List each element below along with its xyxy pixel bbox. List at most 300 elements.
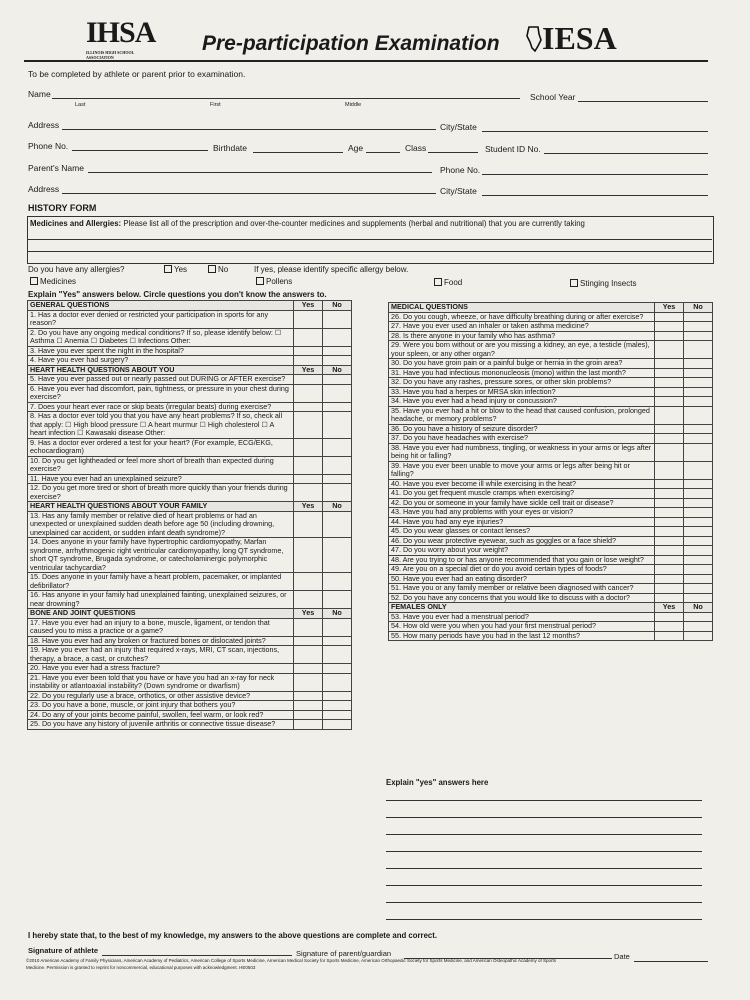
copyright-footer: ©2010 American Academy of Family Physicians, American Academy of Pediatrics, American College of Sports Medicine, American Medical Society for Sports Medicine, American Orthopaedic Society for Sports Medicine, and American Osteopathic Academy of Sports (26, 958, 557, 963)
parent-address-field[interactable] (62, 193, 436, 194)
no-answer-cell[interactable] (684, 593, 713, 603)
yes-answer-cell[interactable] (294, 664, 323, 674)
page-title: Pre-participation Examination (202, 32, 500, 55)
ihsa-logo-text: IHSA (86, 16, 156, 49)
question-row (389, 517, 713, 527)
question-text: 39. Have you ever been unable to move your arms or legs after being hit or falling? (389, 461, 655, 479)
yes-answer-cell[interactable] (655, 424, 684, 434)
no-answer-cell[interactable] (684, 424, 713, 434)
middle-name-caption: Middle (345, 102, 362, 108)
first-name-caption: First (210, 102, 221, 108)
yes-answer-cell[interactable] (294, 618, 323, 636)
parents-name-label: Parent's Name (28, 163, 84, 173)
yes-answer-cell[interactable] (294, 484, 323, 502)
yes-answer-cell[interactable] (294, 310, 323, 328)
question-text: 28. Is there anyone in your family who has asthma? (389, 331, 655, 341)
athlete-signature-field[interactable] (102, 955, 292, 956)
no-answer-cell[interactable] (684, 508, 713, 518)
question-text: 36. Do you have a history of seizure disorder? (389, 424, 655, 434)
city-state-field[interactable] (482, 131, 708, 132)
yes-answer-cell[interactable] (655, 489, 684, 499)
age-label: Age (348, 143, 364, 153)
section-header (28, 365, 352, 375)
yes-answer-cell[interactable] (655, 555, 684, 565)
yes-answer-cell[interactable] (655, 593, 684, 603)
no-answer-cell[interactable] (684, 584, 713, 594)
question-row (28, 356, 352, 366)
no-answer-cell[interactable] (684, 555, 713, 565)
section-title: HEART HEALTH QUESTIONS ABOUT YOU (28, 365, 294, 375)
phone-label: Phone No. (28, 141, 69, 151)
allergies-question: Do you have any allergies? (28, 265, 125, 274)
yes-answer-cell[interactable] (294, 720, 323, 730)
allergies-identify-text: If yes, please identify specific allergy below. (254, 265, 409, 274)
checkbox[interactable] (30, 277, 38, 285)
explain-line[interactable] (386, 919, 702, 920)
student-id-field[interactable] (544, 153, 708, 154)
question-row (389, 612, 713, 622)
birthdate-field[interactable] (253, 152, 343, 153)
no-column-header: No (684, 603, 713, 613)
yes-answer-cell[interactable] (655, 527, 684, 537)
no-answer-cell[interactable] (323, 346, 352, 356)
question-text: 16. Has anyone in your family had unexplained fainting, unexplained seizures, or near drowning? (28, 591, 294, 609)
question-text: 44. Have you had any eye injuries? (389, 517, 655, 527)
yes-answer-cell[interactable] (655, 331, 684, 341)
question-row (389, 406, 713, 424)
question-row (389, 461, 713, 479)
no-answer-cell[interactable] (323, 720, 352, 730)
yes-answer-cell[interactable] (294, 474, 323, 484)
no-answer-cell[interactable] (684, 387, 713, 397)
no-answer-cell[interactable] (684, 397, 713, 407)
explain-line[interactable] (386, 800, 702, 801)
question-text: 6. Have you ever had discomfort, pain, tightness, or pressure in your chest during exercise? (28, 384, 294, 402)
no-answer-cell[interactable] (323, 456, 352, 474)
question-text: 32. Do you have any rashes, pressure sores, or other skin problems? (389, 378, 655, 388)
explain-line[interactable] (386, 851, 702, 852)
yes-answer-cell[interactable] (294, 691, 323, 701)
question-text: 23. Do you have a bone, muscle, or joint injury that bothers you? (28, 701, 294, 711)
no-answer-cell[interactable] (684, 517, 713, 527)
no-answer-cell[interactable] (684, 565, 713, 575)
question-text: 12. Do you get more tired or short of breath more quickly than your friends during exercise? (28, 484, 294, 502)
allergy-insects-option[interactable] (570, 279, 636, 288)
question-row (28, 511, 352, 538)
no-answer-cell[interactable] (323, 646, 352, 664)
illinois-state-icon (526, 26, 542, 52)
yes-answer-cell[interactable] (655, 631, 684, 641)
question-text: 47. Do you worry about your weight? (389, 546, 655, 556)
question-text: 22. Do you regularly use a brace, orthotics, or other assistive device? (28, 691, 294, 701)
question-row (28, 720, 352, 730)
yes-answer-cell[interactable] (655, 443, 684, 461)
school-year-label: School Year (530, 92, 576, 102)
yes-answer-cell[interactable] (655, 378, 684, 388)
no-answer-cell[interactable] (684, 443, 713, 461)
date-label: Date (614, 952, 630, 961)
yes-answer-cell[interactable] (655, 546, 684, 556)
yes-answer-cell[interactable] (655, 536, 684, 546)
allergy-insects-label: Stinging Insects (580, 279, 637, 288)
parent-city-state-field[interactable] (482, 195, 708, 196)
medicines-instructions: Please list all of the prescription and over-the-counter medicines and supplements (herbal and nutritional) that you are currently taking (123, 219, 585, 228)
section-title: MEDICAL QUESTIONS (389, 303, 655, 313)
age-field[interactable] (366, 152, 400, 153)
yes-answer-cell[interactable] (655, 584, 684, 594)
parent-phone-label: Phone No. (440, 165, 481, 175)
address-field[interactable] (62, 129, 436, 130)
allergies-yes-option[interactable] (164, 265, 187, 274)
explain-line[interactable] (386, 834, 702, 835)
yes-answer-cell[interactable] (294, 402, 323, 412)
no-answer-cell[interactable] (684, 378, 713, 388)
question-row (28, 673, 352, 691)
question-row (389, 443, 713, 461)
question-row (389, 387, 713, 397)
no-answer-cell[interactable] (323, 356, 352, 366)
no-answer-cell[interactable] (684, 359, 713, 369)
no-answer-cell[interactable] (323, 438, 352, 456)
question-row (389, 565, 713, 575)
question-row (389, 359, 713, 369)
school-year-field[interactable] (578, 101, 708, 102)
question-row (28, 412, 352, 439)
yes-answer-cell[interactable] (294, 636, 323, 646)
yes-answer-cell[interactable] (655, 368, 684, 378)
yes-answer-cell[interactable] (294, 701, 323, 711)
question-row (28, 474, 352, 484)
allergy-medicines-option[interactable] (30, 277, 76, 286)
question-row (389, 536, 713, 546)
question-row (389, 397, 713, 407)
no-answer-cell[interactable] (684, 622, 713, 632)
name-field[interactable] (52, 98, 520, 99)
question-text: 38. Have you ever had numbness, tingling, or weakness in your arms or legs after being hit or falling? (389, 443, 655, 461)
ihsa-logo (86, 16, 156, 60)
question-row (389, 322, 713, 332)
yes-answer-cell[interactable] (294, 346, 323, 356)
question-row (389, 368, 713, 378)
question-row (28, 402, 352, 412)
yes-answer-cell[interactable] (655, 574, 684, 584)
question-row (389, 341, 713, 359)
no-answer-cell[interactable] (684, 461, 713, 479)
no-answer-cell[interactable] (684, 631, 713, 641)
parents-name-field[interactable] (88, 172, 432, 173)
last-name-caption: Last (75, 102, 86, 108)
no-answer-cell[interactable] (323, 538, 352, 573)
checkbox[interactable] (570, 279, 578, 287)
question-row (28, 328, 352, 346)
question-row (389, 424, 713, 434)
question-row (389, 584, 713, 594)
yes-answer-cell[interactable] (294, 538, 323, 573)
question-text: 52. Do you have any concerns that you would like to discuss with a doctor? (389, 593, 655, 603)
no-answer-cell[interactable] (323, 636, 352, 646)
allergies-no-option[interactable] (208, 265, 228, 274)
no-answer-cell[interactable] (323, 618, 352, 636)
question-text: 49. Are you on a special diet or do you avoid certain types of foods? (389, 565, 655, 575)
question-row (28, 636, 352, 646)
question-text: 20. Have you ever had a stress fracture? (28, 664, 294, 674)
question-row (389, 593, 713, 603)
no-answer-cell[interactable] (684, 406, 713, 424)
question-text: 13. Has any family member or relative died of heart problems or had an unexpected or unexplained sudden death before age 50 (including drowning, unexplained car accident, or sudden infant death syndrome)? (28, 511, 294, 538)
question-text: 5. Have you ever passed out or nearly passed out DURING or AFTER exercise? (28, 375, 294, 385)
allergy-pollens-label: Pollens (266, 277, 293, 286)
yes-column-header: Yes (294, 609, 323, 619)
question-text: 45. Do you wear glasses or contact lenses? (389, 527, 655, 537)
question-row (389, 479, 713, 489)
question-text: 50. Have you ever had an eating disorder? (389, 574, 655, 584)
question-row (389, 498, 713, 508)
no-answer-cell[interactable] (684, 368, 713, 378)
no-answer-cell[interactable] (323, 511, 352, 538)
yes-column-header: Yes (294, 502, 323, 512)
question-text: 42. Do you or someone in your family have sickle cell trait or disease? (389, 498, 655, 508)
explain-line[interactable] (386, 817, 702, 818)
question-text: 11. Have you ever had an unexplained seizure? (28, 474, 294, 484)
parent-phone-field[interactable] (482, 174, 708, 175)
question-text: 33. Have you had a herpes or MRSA skin infection? (389, 387, 655, 397)
no-answer-cell[interactable] (684, 498, 713, 508)
no-answer-cell[interactable] (323, 664, 352, 674)
no-answer-cell[interactable] (684, 331, 713, 341)
no-column-header: No (684, 303, 713, 313)
no-answer-cell[interactable] (323, 402, 352, 412)
question-text: 25. Do you have any history of juvenile arthritis or connective tissue disease? (28, 720, 294, 730)
question-row (389, 546, 713, 556)
question-row (28, 310, 352, 328)
question-row (28, 346, 352, 356)
certification-statement: I hereby state that, to the best of my knowledge, my answers to the above questions are complete and correct. (28, 931, 438, 940)
question-text: 3. Have you ever spent the night in the hospital? (28, 346, 294, 356)
question-row (389, 555, 713, 565)
question-text: 4. Have you ever had surgery? (28, 356, 294, 366)
parent-city-state-label: City/State (440, 186, 477, 196)
question-row (28, 573, 352, 591)
yes-answer-cell[interactable] (294, 710, 323, 720)
athlete-signature-label: Signature of athlete (28, 946, 99, 955)
no-answer-cell[interactable] (684, 546, 713, 556)
yes-answer-cell[interactable] (294, 646, 323, 664)
no-answer-cell[interactable] (323, 474, 352, 484)
question-row (389, 434, 713, 444)
question-text: 35. Have you ever had a hit or blow to the head that caused confusion, prolonged headache, or memory problems? (389, 406, 655, 424)
question-row (28, 646, 352, 664)
yes-column-header: Yes (294, 365, 323, 375)
yes-column-header: Yes (294, 301, 323, 311)
iesa-logo-text: IESA (542, 20, 617, 56)
question-row (28, 664, 352, 674)
history-form-heading: HISTORY FORM (28, 203, 97, 213)
yes-answer-cell[interactable] (294, 591, 323, 609)
yes-answer-cell[interactable] (655, 461, 684, 479)
explain-yes-heading: Explain "yes" answers here (386, 778, 489, 787)
no-answer-cell[interactable] (684, 612, 713, 622)
explain-line[interactable] (386, 885, 702, 886)
question-row (389, 574, 713, 584)
no-column-header: No (323, 301, 352, 311)
no-answer-cell[interactable] (323, 375, 352, 385)
question-row (28, 701, 352, 711)
left-question-table (27, 300, 352, 730)
city-state-label: City/State (440, 122, 477, 132)
yes-answer-cell[interactable] (294, 356, 323, 366)
medicines-text (30, 219, 585, 228)
no-column-header: No (323, 609, 352, 619)
yes-answer-cell[interactable] (655, 612, 684, 622)
checkbox[interactable] (256, 277, 264, 285)
question-text: 18. Have you ever had any broken or fractured bones or dislocated joints? (28, 636, 294, 646)
checkbox[interactable] (164, 265, 172, 273)
no-answer-cell[interactable] (323, 691, 352, 701)
question-row (389, 378, 713, 388)
yes-answer-cell[interactable] (655, 434, 684, 444)
question-row (28, 538, 352, 573)
ihsa-logo-subtitle: ILLINOIS HIGH SCHOOL ASSOCIATION (86, 50, 135, 60)
yes-answer-cell[interactable] (655, 322, 684, 332)
question-text: 51. Have you or any family member or relative been diagnosed with cancer? (389, 584, 655, 594)
iesa-logo (542, 20, 617, 57)
question-text: 41. Do you get frequent muscle cramps when exercising? (389, 489, 655, 499)
question-text: 43. Have you had any problems with your eyes or vision? (389, 508, 655, 518)
yes-answer-cell[interactable] (294, 412, 323, 439)
no-answer-cell[interactable] (323, 484, 352, 502)
section-title: GENERAL QUESTIONS (28, 301, 294, 311)
explain-line[interactable] (386, 868, 702, 869)
question-row (28, 618, 352, 636)
question-text: 40. Have you ever become ill while exercising in the heat? (389, 479, 655, 489)
header (86, 10, 726, 60)
yes-answer-cell[interactable] (655, 312, 684, 322)
no-answer-cell[interactable] (323, 710, 352, 720)
yes-column-header: Yes (655, 603, 684, 613)
allergies-yes-label: Yes (174, 265, 188, 274)
question-text: 21. Have you ever been told that you have or have you had an x-ray for neck instability or atlantoaxial instability? (Down syndrome or dwarfism) (28, 673, 294, 691)
question-text: 9. Has a doctor ever ordered a test for your heart? (For example, ECG/EKG, echocardiogram) (28, 438, 294, 456)
yes-answer-cell[interactable] (294, 573, 323, 591)
checkbox[interactable] (208, 265, 216, 273)
parent-address-label: Address (28, 184, 60, 194)
no-answer-cell[interactable] (684, 527, 713, 537)
yes-answer-cell[interactable] (655, 517, 684, 527)
section-title: FEMALES ONLY (389, 603, 655, 613)
question-text: 34. Have you ever had a head injury or concussion? (389, 397, 655, 407)
yes-answer-cell[interactable] (655, 387, 684, 397)
no-answer-cell[interactable] (684, 536, 713, 546)
section-header (28, 502, 352, 512)
question-text: 19. Have you ever had an injury that required x-rays, MRI, CT scan, injections, therapy, a brace, a cast, or crutches? (28, 646, 294, 664)
no-answer-cell[interactable] (323, 673, 352, 691)
medicines-line (28, 239, 712, 240)
question-text: 1. Has a doctor ever denied or restricted your participation in sports for any reason? (28, 310, 294, 328)
no-answer-cell[interactable] (323, 412, 352, 439)
question-row (389, 631, 713, 641)
question-row (389, 312, 713, 322)
no-answer-cell[interactable] (323, 591, 352, 609)
allergies-no-label: No (218, 265, 229, 274)
question-row (28, 456, 352, 474)
class-label: Class (405, 143, 427, 153)
question-text: 48. Are you trying to or has anyone recommended that you gain or lose weight? (389, 555, 655, 565)
question-text: 54. How old were you when you had your first menstrual period? (389, 622, 655, 632)
no-answer-cell[interactable] (684, 341, 713, 359)
no-answer-cell[interactable] (323, 573, 352, 591)
question-row (389, 331, 713, 341)
explain-instructions: Explain "Yes" answers below. Circle questions you don't know the answers to. (28, 290, 327, 299)
question-text: 29. Were you born without or are you missing a kidney, an eye, a testicle (males), your spleen, or any other organ? (389, 341, 655, 359)
yes-answer-cell[interactable] (294, 673, 323, 691)
no-answer-cell[interactable] (684, 574, 713, 584)
allergy-food-option[interactable] (434, 278, 462, 287)
permission-footer: Medicine. Permission is granted to reprint for noncommercial, educational purposes with acknowledgment. HE0503 (26, 965, 256, 970)
date-field[interactable] (634, 961, 708, 962)
question-row (28, 691, 352, 701)
no-answer-cell[interactable] (323, 328, 352, 346)
no-answer-cell[interactable] (323, 701, 352, 711)
allergy-food-label: Food (444, 278, 463, 287)
header-divider (24, 60, 708, 62)
question-text: 46. Do you wear protective eyewear, such as goggles or a face shield? (389, 536, 655, 546)
birthdate-label: Birthdate (213, 143, 248, 153)
no-answer-cell[interactable] (684, 479, 713, 489)
yes-answer-cell[interactable] (294, 328, 323, 346)
question-row (28, 484, 352, 502)
checkbox[interactable] (434, 278, 442, 286)
yes-answer-cell[interactable] (655, 508, 684, 518)
allergy-pollens-option[interactable] (256, 277, 292, 286)
yes-answer-cell[interactable] (655, 479, 684, 489)
yes-answer-cell[interactable] (294, 438, 323, 456)
yes-answer-cell[interactable] (294, 511, 323, 538)
yes-answer-cell[interactable] (655, 622, 684, 632)
question-row (28, 710, 352, 720)
no-answer-cell[interactable] (323, 384, 352, 402)
class-field[interactable] (428, 152, 478, 153)
no-answer-cell[interactable] (684, 434, 713, 444)
medicines-line (28, 251, 712, 252)
no-answer-cell[interactable] (684, 489, 713, 499)
explain-line[interactable] (386, 902, 702, 903)
no-column-header: No (323, 365, 352, 375)
no-answer-cell[interactable] (684, 312, 713, 322)
yes-answer-cell[interactable] (655, 565, 684, 575)
yes-answer-cell[interactable] (655, 397, 684, 407)
yes-answer-cell[interactable] (655, 406, 684, 424)
yes-answer-cell[interactable] (655, 341, 684, 359)
question-text: 7. Does your heart ever race or skip beats (irregular beats) during exercise? (28, 402, 294, 412)
yes-answer-cell[interactable] (294, 384, 323, 402)
question-row (389, 622, 713, 632)
question-text: 31. Have you had infectious mononucleosis (mono) within the last month? (389, 368, 655, 378)
yes-answer-cell[interactable] (655, 498, 684, 508)
question-row (28, 591, 352, 609)
question-text: 30. Do you have groin pain or a painful bulge or hernia in the groin area? (389, 359, 655, 369)
address-label: Address (28, 120, 60, 130)
question-row (389, 527, 713, 537)
yes-answer-cell[interactable] (294, 375, 323, 385)
yes-answer-cell[interactable] (655, 359, 684, 369)
right-question-table (388, 302, 713, 641)
question-text: 14. Does anyone in your family have hypertrophic cardiomyopathy, Marfan syndrome, arrhythmogenic right ventricular cardiomyopathy, long QT syndrome, short QT syndrome, Brugada syndrome, or catecholaminergic polymorphic ventricular tachycardia? (28, 538, 294, 573)
yes-answer-cell[interactable] (294, 456, 323, 474)
section-header (389, 303, 713, 313)
no-answer-cell[interactable] (323, 310, 352, 328)
phone-field[interactable] (72, 150, 208, 151)
no-answer-cell[interactable] (684, 322, 713, 332)
